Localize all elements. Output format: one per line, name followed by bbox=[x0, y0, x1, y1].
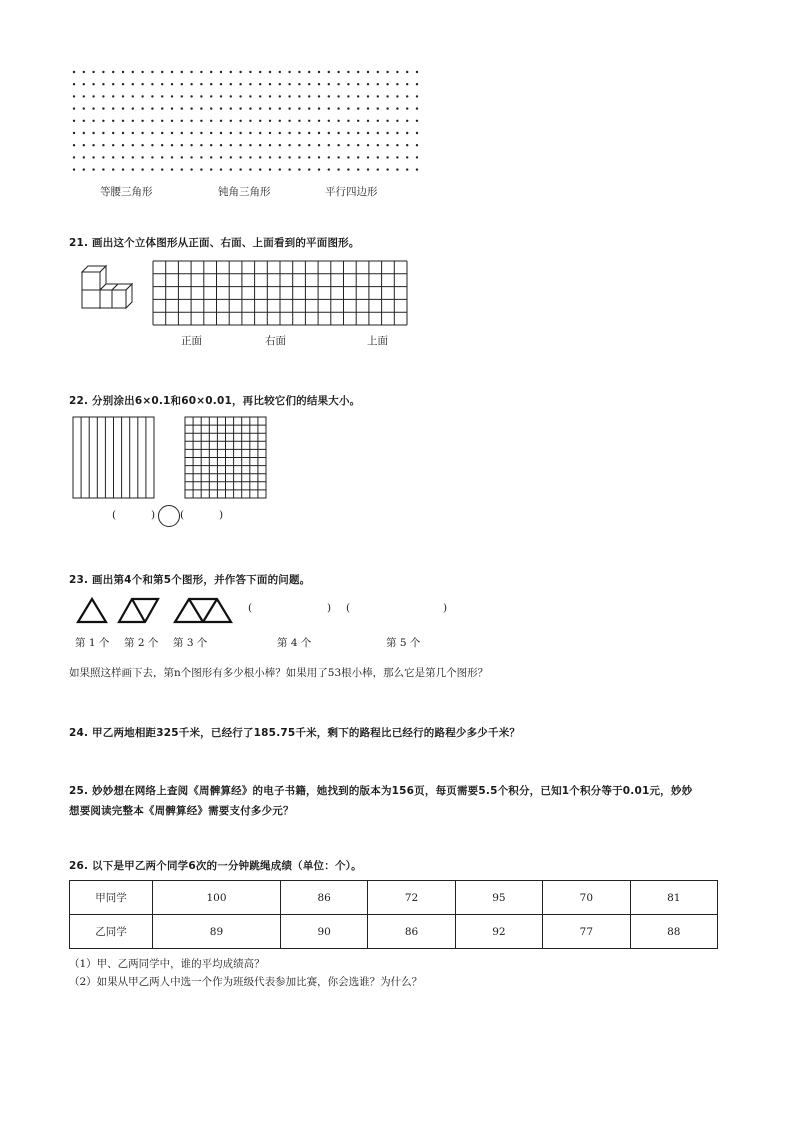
label-obtuse-triangle: 钝角三角形 bbox=[218, 186, 271, 198]
table-cell: 100 bbox=[153, 881, 281, 915]
table-cell: 95 bbox=[455, 881, 542, 915]
question-25-line-1: 25. 妙妙想在网络上查阅《周髀算经》的电子书籍，她找到的版本为156页，每页需要5.5个积分，已知1个积分等于0.01元，妙妙 bbox=[69, 785, 693, 797]
label-figure-3: 第 3 个 bbox=[173, 637, 208, 649]
tenths-grid bbox=[72, 416, 156, 500]
row-header-student-a: 甲同学 bbox=[70, 881, 153, 915]
question-25-line-2: 想要阅读完整本《周髀算经》需要支付多少元？ bbox=[69, 805, 294, 817]
fig5-paren-close: ) bbox=[443, 602, 448, 614]
question-26-sub-2: （2）如果从甲乙两人中选一个作为班级代表参加比赛，你会选谁？为什么？ bbox=[69, 976, 423, 988]
label-top-view: 上面 bbox=[367, 335, 388, 347]
label-parallelogram: 平行四边形 bbox=[325, 186, 378, 198]
table-row-student-a bbox=[70, 881, 718, 915]
question-23-title: 23. 画出第4个和第5个图形，并作答下面的问题。 bbox=[69, 574, 311, 586]
table-cell: 86 bbox=[368, 915, 455, 949]
label-isosceles-triangle: 等腰三角形 bbox=[100, 186, 153, 198]
label-figure-4: 第 4 个 bbox=[277, 637, 312, 649]
fig4-paren-open: ( bbox=[248, 602, 253, 614]
table-cell: 92 bbox=[455, 915, 542, 949]
table-cell: 89 bbox=[153, 915, 281, 949]
question-22-title: 22. 分别涂出6×0.1和60×0.01，再比较它们的结果大小。 bbox=[69, 395, 361, 407]
table-cell: 70 bbox=[543, 881, 630, 915]
table-cell: 86 bbox=[280, 881, 367, 915]
table-cell: 90 bbox=[280, 915, 367, 949]
dot-grid bbox=[66, 66, 426, 176]
table-cell: 88 bbox=[630, 915, 717, 949]
fig5-paren-open: ( bbox=[346, 602, 351, 614]
square-grid-21 bbox=[152, 260, 410, 326]
table-row-student-b bbox=[70, 915, 718, 949]
question-23-body: 如果照这样画下去，第n个图形有多少根小棒？如果用了53根小棒，那么它是第几个图形？ bbox=[69, 667, 489, 679]
hundredths-grid bbox=[184, 416, 268, 500]
question-21-title: 21. 画出这个立体图形从正面、右面、上面看到的平面图形。 bbox=[69, 237, 360, 249]
answer-paren-open-2: ( bbox=[180, 509, 185, 521]
question-26-sub-1: （1）甲、乙两同学中，谁的平均成绩高？ bbox=[69, 958, 265, 970]
label-front-view: 正面 bbox=[181, 335, 202, 347]
answer-paren-close-1: ) bbox=[151, 509, 156, 521]
compare-circle[interactable] bbox=[157, 504, 181, 528]
table-cell: 81 bbox=[630, 881, 717, 915]
answer-paren-close-2: ) bbox=[219, 509, 224, 521]
label-right-view: 右面 bbox=[265, 335, 286, 347]
table-cell: 77 bbox=[543, 915, 630, 949]
question-26-title: 26. 以下是甲乙两个同学6次的一分钟跳绳成绩（单位：个）。 bbox=[69, 860, 362, 872]
cube-stack-figure bbox=[70, 264, 136, 316]
label-figure-1: 第 1 个 bbox=[75, 637, 110, 649]
label-figure-2: 第 2 个 bbox=[124, 637, 159, 649]
question-24-title: 24. 甲乙两地相距325千米，已经行了185.75千米，剩下的路程比已经行的路程少多少千米？ bbox=[69, 727, 521, 739]
label-figure-5: 第 5 个 bbox=[386, 637, 421, 649]
row-header-student-b: 乙同学 bbox=[70, 915, 153, 949]
fig4-paren-close: ) bbox=[327, 602, 332, 614]
triangle-sequence-figure bbox=[70, 596, 240, 626]
answer-paren-open-1: ( bbox=[112, 509, 117, 521]
table-cell: 72 bbox=[368, 881, 455, 915]
jump-rope-score-table bbox=[69, 880, 718, 949]
